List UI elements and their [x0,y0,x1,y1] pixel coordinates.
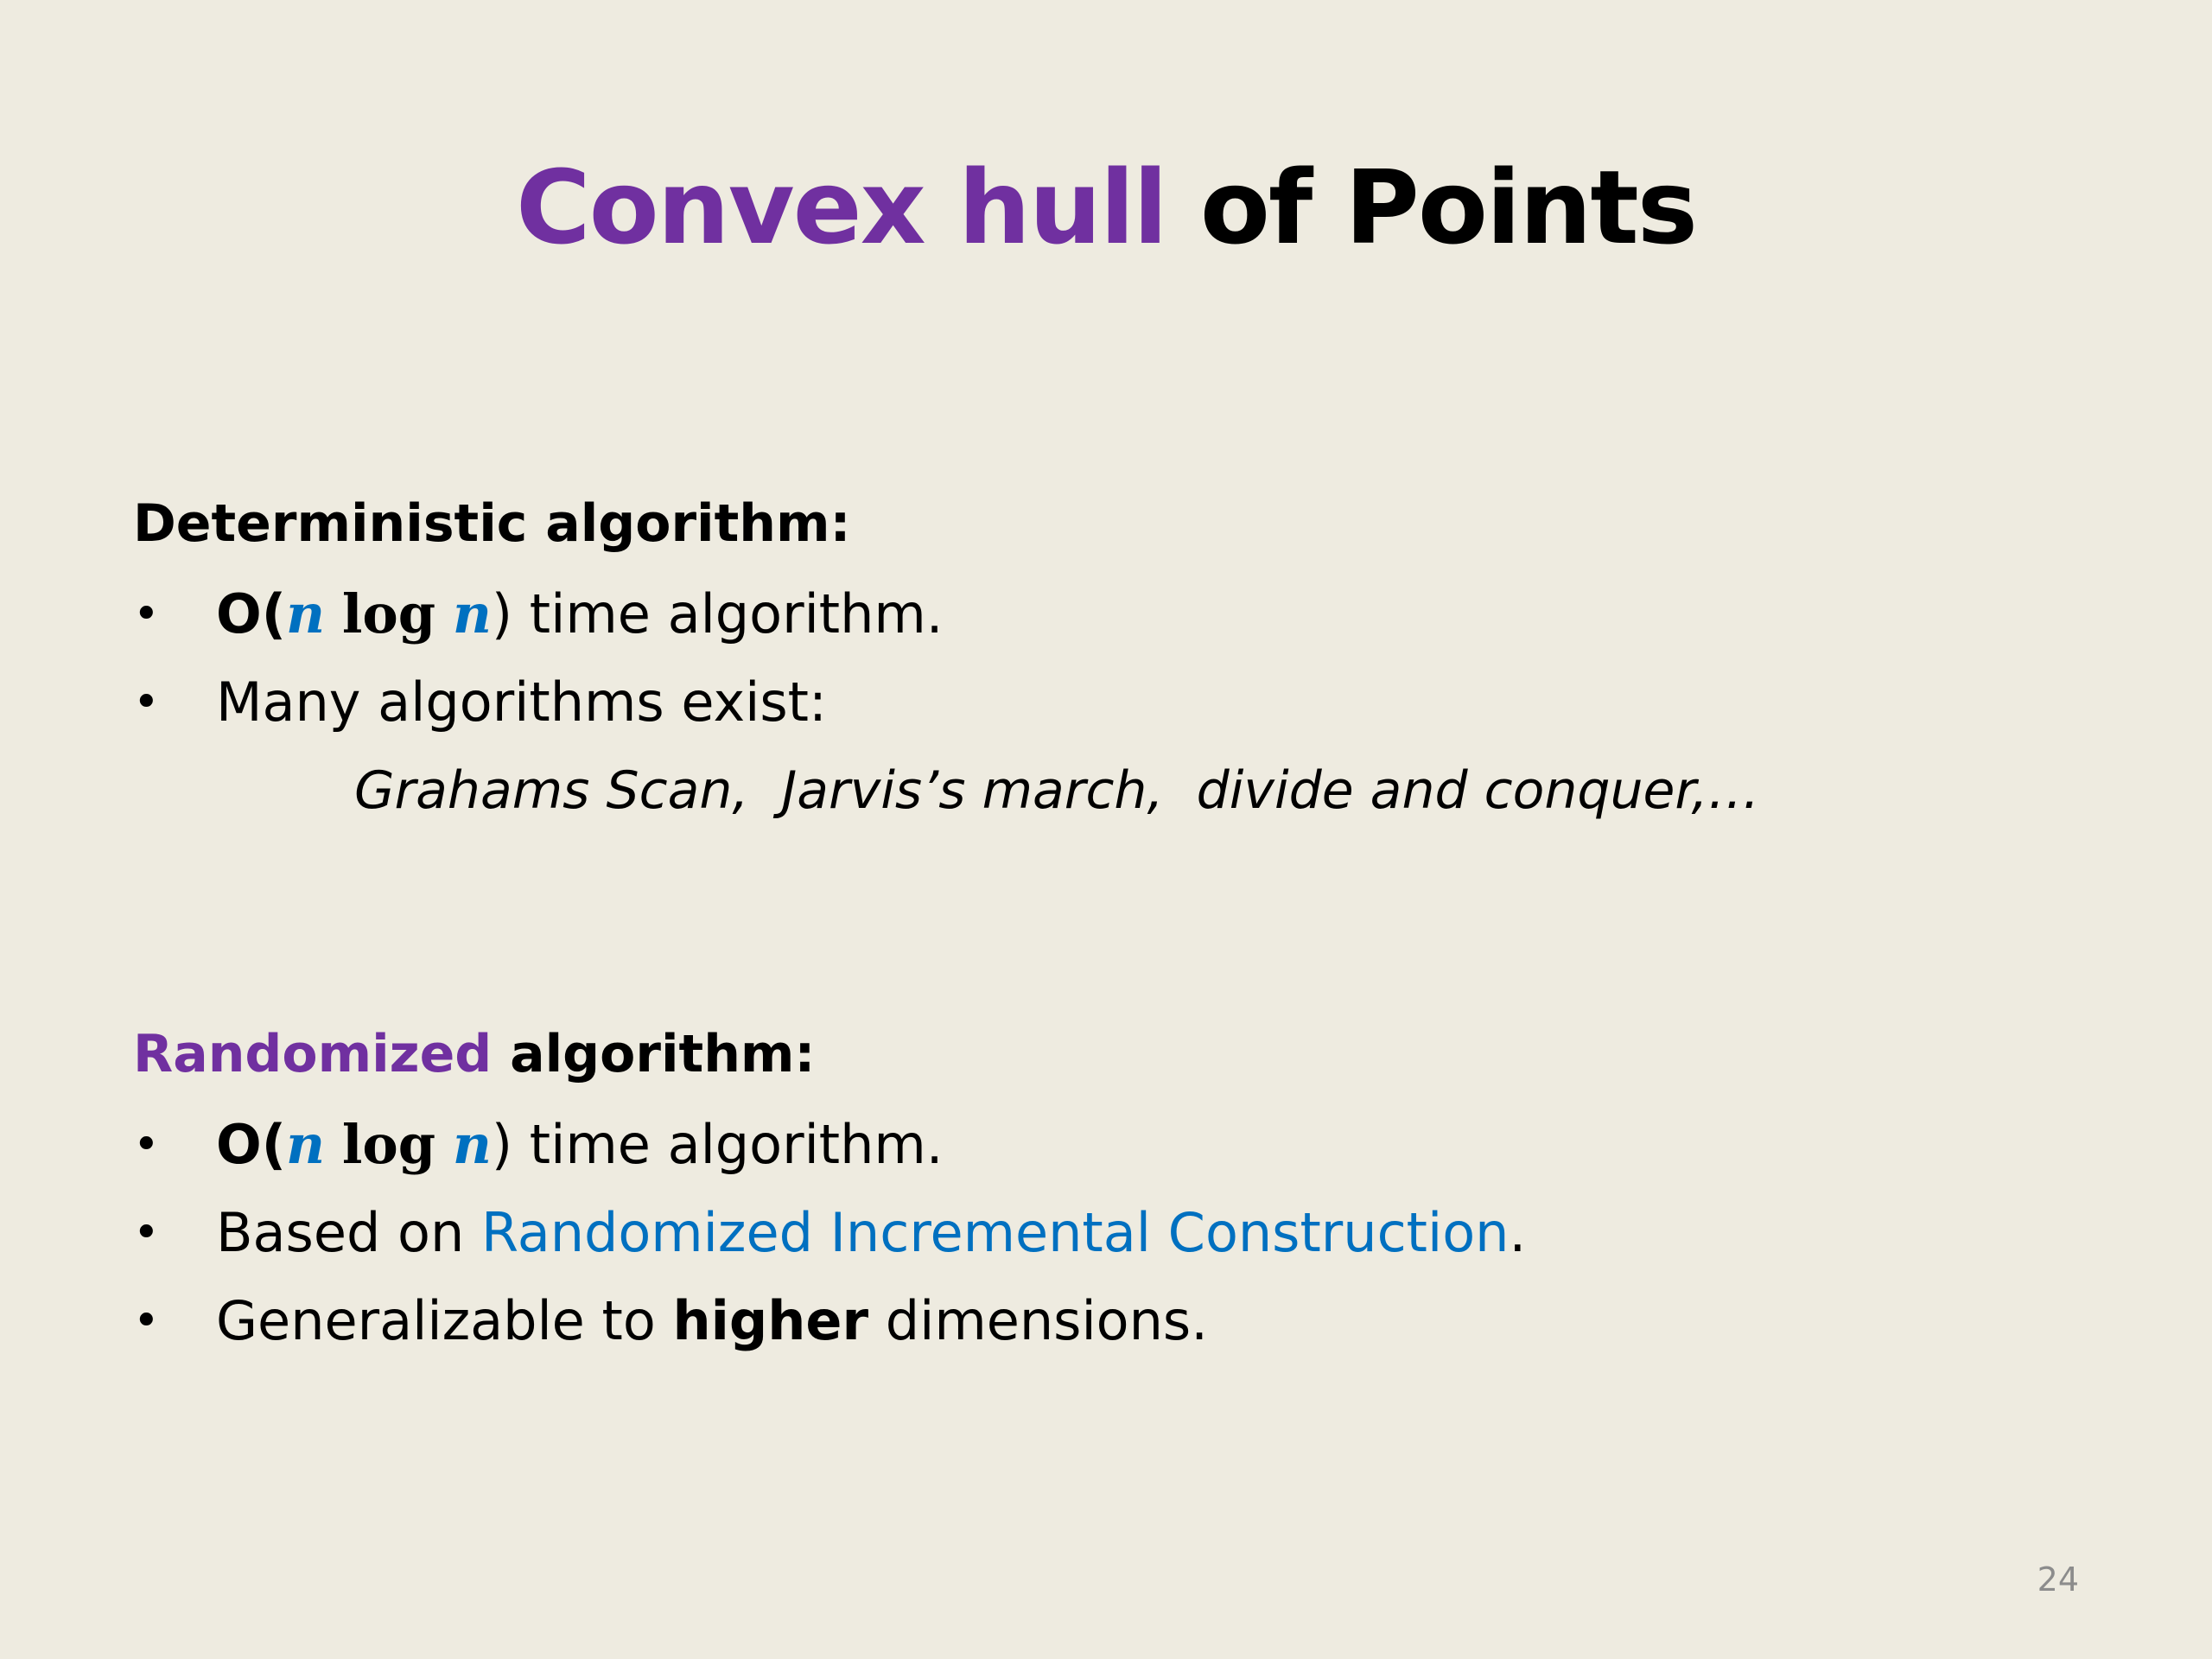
math-n: n [286,582,326,645]
based-on-text [216,1194,1526,1272]
many-algorithms-text: Many algorithms exist: [216,671,827,734]
math-n: n [452,1113,492,1176]
bullet-icon: • [133,1207,160,1259]
complexity-text [216,1106,944,1184]
bullet-icon: • [133,1119,160,1171]
bullet-icon: • [133,588,160,640]
big-o: O( [216,582,287,645]
slide-title [0,147,2212,268]
deterministic-heading: Deterministic algorithm: [133,493,851,554]
bullet-icon: • [133,1295,160,1347]
complexity-suffix: ) time algorithm. [491,1113,944,1176]
based-on-prefix: Based on [216,1201,481,1264]
randomized-heading-rest: algorithm: [510,1024,816,1084]
math-log: log [341,582,436,645]
math-log: log [341,1113,436,1176]
ric-highlight: Randomized Incremental Construction [480,1201,1510,1264]
generalizable-prefix: Generalizable to [216,1289,673,1352]
page-number: 24 [2037,1560,2079,1599]
based-on-suffix: . [1509,1201,1527,1264]
math-n: n [452,582,492,645]
randomized-heading [133,1020,815,1089]
title-highlight: Convex hull [516,148,1166,267]
generalizable-text [216,1282,1208,1360]
complexity-suffix: ) time algorithm. [491,582,944,645]
higher-emphasis: higher [672,1289,869,1352]
generalizable-suffix: dimensions. [868,1289,1208,1352]
bullet-icon: • [133,677,160,728]
big-o: O( [216,1113,287,1176]
randomized-heading-highlight: Randomized [133,1024,493,1084]
complexity-text [216,575,944,653]
math-n: n [286,1113,326,1176]
algorithm-examples: Grahams Scan, Jarvis’s march, divide and conquer,… [354,760,1760,821]
title-rest: of Points [1199,148,1696,267]
